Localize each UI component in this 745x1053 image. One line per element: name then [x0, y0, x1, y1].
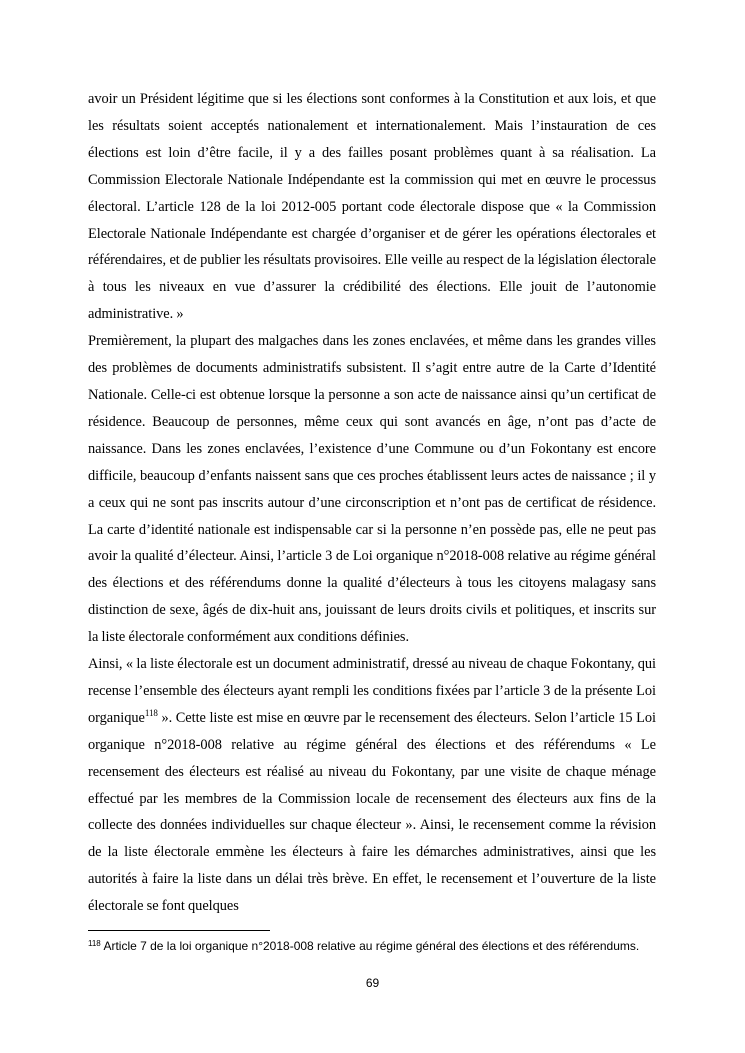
footnote-text: Article 7 de la loi organique n°2018-008 relative au régime général des élections et des référendums.: [100, 939, 640, 953]
paragraph-2: Premièrement, la plupart des malgaches dans les zones enclavées, et même dans les grandes villes des problèmes de documents administratifs subsistent. Il s’agit entre autre de la Carte d’Identité Nationale. Celle-ci est obtenue lorsque la personne a son acte de naissance ainsi qu’un certificat de résidence. Beaucoup de personnes, même ceux qui sont avancés en âge, n’ont pas d’acte de naissance. Dans les zones enclavées, l’existence d’une Commune ou d’un Fokontany est encore difficile, beaucoup d’enfants naissent sans que ces proches établissent leurs actes de naissance ; il y a ceux qui ne sont pas inscrits autour d’une circonscription et n’ont pas de certificat de résidence. La carte d’identité nationale est indispensable car si la personne n’en possède pas, elle ne peut pas avoir la qualité d’électeur. Ainsi, l’article 3 de Loi organique n°2018-008 relative au régime général des élections et des référendums donne la qualité d’électeurs à tous les citoyens malagasy sans distinction de sexe, âgés de dix-huit ans, jouissant de leurs droits civils et politiques, et inscrits sur la liste électorale conformément aux conditions définies.: [88, 333, 656, 646]
paragraph-3: [88, 651, 656, 920]
paragraph-3-text-after: ». Cette liste est mise en œuvre par le recensement des électeurs. Selon l’article 15 Loi organique n°2018-008 relative au régime général des élections et des référendums « Le recensement des électeurs est réalisé au niveau du Fokontany, par une visite de chaque ménage effectué par les membres de la Commission locale de recensement des électeurs aux fins de la collecte des données individuelles sur chaque électeur ». Ainsi, le recensement comme la révision de la liste électorale emmène les électeurs à faire les démarches administratives, ainsi que les autorités à faire la liste dans un délai très brève. En effet, le recensement et l’ouverture de la liste électorale se font quelques: [88, 709, 656, 915]
paragraph-1: avoir un Président légitime que si les élections sont conformes à la Constitution et aux lois, et que les résultats soient acceptés nationalement et internationalement. Mais l’instauration de ces élections est loin d’être facile, il y a des failles posant problèmes quant à sa réalisation. La Commission Electorale Nationale Indépendante est la commission qui met en œuvre le processus électoral. L’article 128 de la loi 2012-005 portant code électorale dispose que « la Commission Electorale Nationale Indépendante est chargée d’organiser et de gérer les opérations électorales et référendaires, et de publier les résultats provisoires. Elle veille au respect de la législation électorale à tous les niveaux en vue d’assurer la crédibilité des élections. Elle jouit de l’autonomie administrative. »: [88, 91, 656, 323]
footnote-reference[interactable]: 118: [144, 707, 158, 718]
page-number: 69: [365, 976, 380, 990]
footnote-separator: [88, 930, 270, 931]
paragraph-3-text-before: Ainsi, « la liste électorale est un document administratif, dressé au niveau de chaque Fokontany, qui recense l’ensemble des électeurs ayant rempli les conditions fixées par l’article 3 de la présente Loi organique: [88, 656, 656, 726]
footnote-number: 118: [88, 939, 101, 948]
page-body: [88, 86, 656, 920]
footnote: [88, 938, 648, 955]
